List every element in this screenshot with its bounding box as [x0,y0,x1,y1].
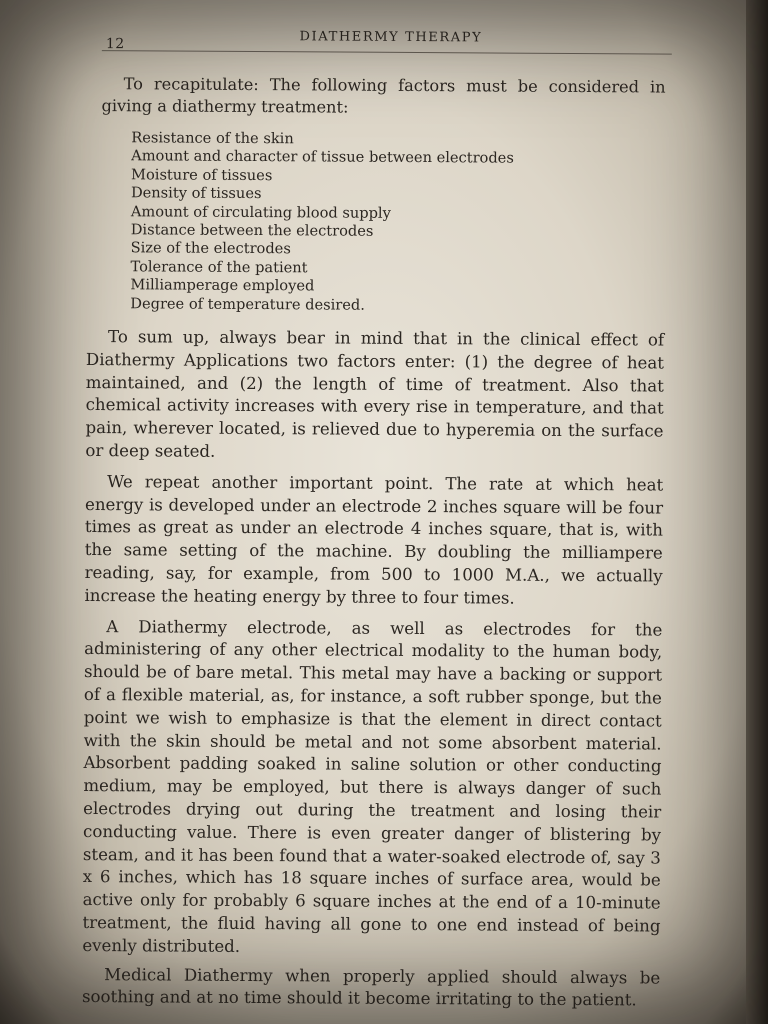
paragraph-electrode: A Diathermy electrode, as well as electrodes for the administering of any other electrical modality to the human body, should be of bare metal. This metal may have a backing or support of a flexible material, as, for instance, a soft rubber sponge, but the point we wish to emphasize is that the element in direct contact with the skin should be metal and not some absorbent material. Absorbent padding soaked in saline solution or other conducting medium, may be employed, but there is always danger of such electrodes drying out during the treatment and losing their conducting value. There is even greater danger of blistering by steam, and it has been found that a water-soaked electrode of, say 3 x 6 inches, which has 18 square inches of surface area, would be active only for probably 6 square inches at the end of a 10-minute treatment, the fluid having all gone to one end instead of being evenly distributed. [82,616,663,956]
factor-item: Amount and character of tissue between electrodes [131,147,514,168]
factor-item: Resistance of the skin [131,129,294,148]
book-page [82,24,666,1013]
factor-item: Tolerance of the patient [130,258,308,277]
paragraph-medical-diathermy: Medical Diathermy when properly applied should always be soothing and at no time should it become irritating to the patient. [81,964,661,1010]
factor-item: Amount of circulating blood supply [130,202,391,222]
paragraph-important-point: We repeat another important point. The rate at which heat energy is developed under an electrode 2 inches square will be four times as great as under an electrode 4 inches square, that is, with the same setting of the machine. By doubling the milliampere reading, say, for example, from 500 to 1000 M.A., we actually increase the heating energy by three to four times. [84,471,664,608]
book-page-edge [746,0,768,1024]
factor-item: Density of tissues [130,184,262,203]
factor-item: Degree of temperature desired. [130,294,365,314]
factor-list [130,129,665,316]
factor-item: Moisture of tissues [131,166,273,184]
factor-item: Milliamperage employed [130,276,315,295]
factor-item: Distance between the electrodes [130,221,374,240]
intro-text: To recapitulate: The following factors must be considered in giving a diathermy treatment: [101,74,666,117]
paragraph-sum-up: To sum up, always bear in mind that in the clinical effect of Diathermy Applications two factors enter: (1) the degree of heat maintained, and (2) the length of time of treatment. Also that chemical activity increases with every rise in temperature, and that pain, wherever located, is relieved due to hyperemia on the surface or deep seated. [85,327,665,461]
factor-item: Size of the electrodes [130,239,291,258]
page-header [102,24,672,54]
running-head: DIATHERMY THERAPY [299,29,483,46]
page-number: 12 [105,36,125,53]
